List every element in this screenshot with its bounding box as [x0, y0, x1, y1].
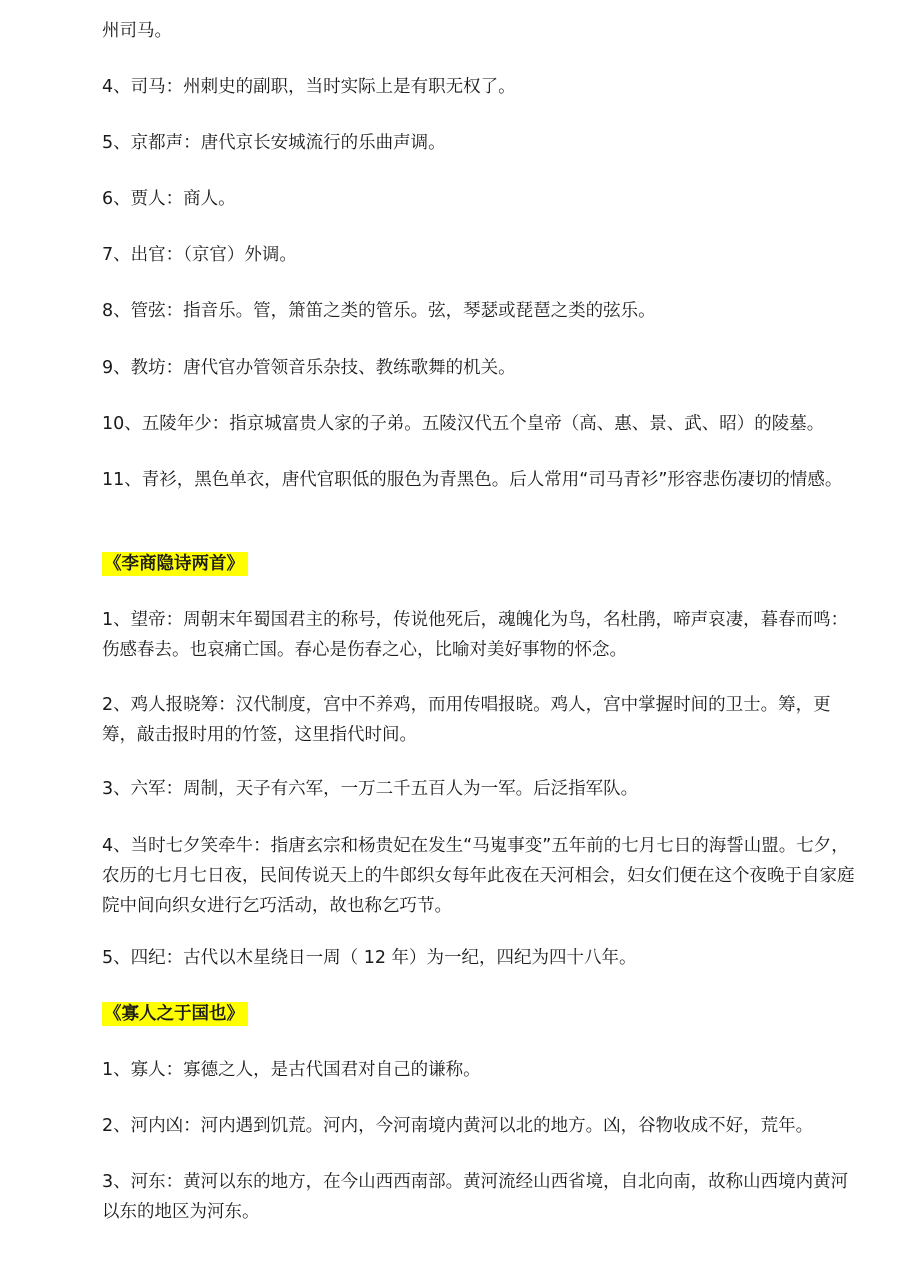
annotation-item: 6、贾人：商人。: [102, 189, 236, 209]
annotation-item: 2、鸡人报晓筹：汉代制度，宫中不养鸡，而用传唱报晓。鸡人，宫中掌握时间的卫士。筹，更筹，敲击报时用的竹签，这里指代时间。: [102, 695, 831, 745]
section-heading-text: 《李商隐诗两首》: [102, 552, 248, 576]
annotation-item: 8、管弦：指音乐。管，箫笛之类的管乐。弦，琴瑟或琵琶之类的弦乐。: [102, 301, 656, 321]
annotation-item: 3、六军：周制，天子有六军，一万二千五百人为一军。后泛指军队。: [102, 779, 639, 799]
annotation-item: 1、寡人：寡德之人，是古代国君对自己的谦称。: [102, 1060, 481, 1080]
text-line: 州司马。: [102, 21, 172, 41]
annotation-item: 1、望帝：周朝末年蜀国君主的称号，传说他死后，魂魄化为鸟，名杜鹃，啼声哀凄，暮春而鸣：伤感春去。也哀痛亡国。春心是伤春之心，比喻对美好事物的怀念。: [102, 610, 849, 660]
annotation-item: 5、京都声：唐代京长安城流行的乐曲声调。: [102, 133, 446, 153]
annotation-item: 11、青衫，黑色单衣，唐代官职低的服色为青黑色。后人常用“司马青衫”形容悲伤凄切的情感。: [102, 470, 843, 490]
annotation-item: 4、司马：州刺史的副职，当时实际上是有职无权了。: [102, 77, 516, 97]
annotation-item: 7、出官：（京官）外调。: [102, 245, 297, 265]
annotation-item: 4、当时七夕笑牵牛：指唐玄宗和杨贵妃在发生“马嵬事变”五年前的七月七日的海誓山盟。七夕，农历的七月七日夜，民间传说天上的牛郎织女每年此夜在天河相会，妇女们便在这个夜晚于自家庭院中间向织女进行乞巧活动，故也称乞巧节。: [102, 836, 855, 916]
section-heading: [102, 549, 248, 579]
annotation-item: 5、四纪：古代以木星绕日一周（ 12 年）为一纪，四纪为四十八年。: [102, 948, 637, 968]
annotation-item: 9、教坊：唐代官办管领音乐杂技、教练歌舞的机关。: [102, 358, 516, 378]
section-heading-text: 《寡人之于国也》: [102, 1002, 248, 1026]
annotation-item: 2、河内凶：河内遇到饥荒。河内，今河南境内黄河以北的地方。凶，谷物收成不好，荒年。: [102, 1116, 814, 1136]
annotation-item: 10、五陵年少：指京城富贵人家的子弟。五陵汉代五个皇帝（高、惠、景、武、昭）的陵墓。: [102, 414, 825, 434]
section-heading: [102, 999, 248, 1029]
annotation-item: 3、河东：黄河以东的地方，在今山西西南部。黄河流经山西省境，自北向南，故称山西境内黄河以东的地区为河东。: [102, 1172, 849, 1222]
